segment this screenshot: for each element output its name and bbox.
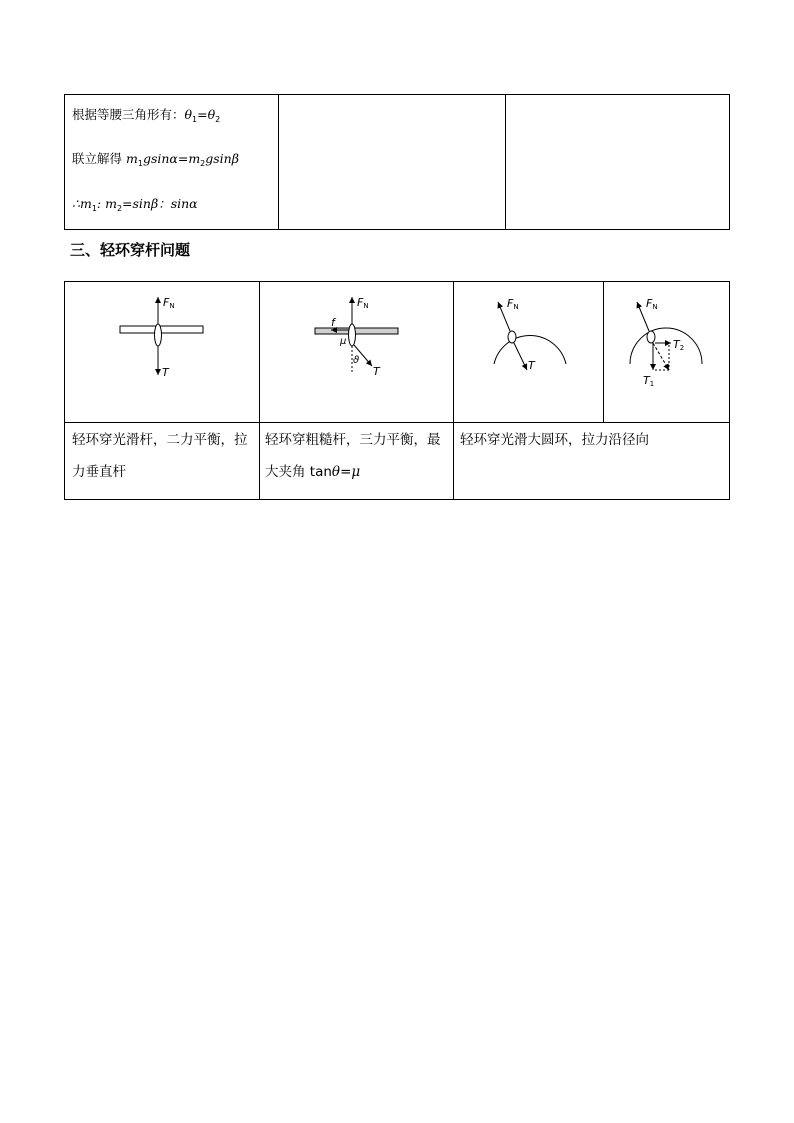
caption-rough-rod: 轻环穿粗糙杆，三力平衡，最 大夹角 tanθ=μ xyxy=(265,432,441,480)
derivation-table xyxy=(64,94,730,230)
fn-label: F xyxy=(357,296,364,309)
svg-text:FN: FN xyxy=(357,296,369,310)
fn-label: F xyxy=(507,297,514,310)
ring xyxy=(508,331,516,343)
large-ring-arc xyxy=(630,328,702,364)
rough-rod xyxy=(315,328,398,334)
row-divider xyxy=(65,422,729,423)
caption-smooth-rod: 轻环穿光滑杆，二力平衡，拉 力垂直杆 xyxy=(72,432,248,480)
svg-text:T2: T2 xyxy=(673,338,685,352)
tension-arrow xyxy=(514,343,527,370)
angle-label: ϑ xyxy=(353,355,360,366)
ring-rod-table xyxy=(64,281,730,500)
diagram-ring-decomposition xyxy=(630,297,702,388)
friction-label: f xyxy=(331,316,335,329)
derivation-line-1: 根据等腰三角形有：$\theta_1=\theta_2$ xyxy=(72,107,221,124)
diagram-large-ring xyxy=(494,297,566,372)
ring xyxy=(349,324,356,346)
fn-label: F xyxy=(646,297,653,310)
t2-label: T xyxy=(673,338,680,351)
ring xyxy=(647,331,655,343)
ring xyxy=(155,324,162,346)
t-label: T xyxy=(528,359,535,372)
fn-label: F xyxy=(163,296,170,309)
caption-large-ring: 轻环穿光滑大圆环，拉力沿径向 xyxy=(460,432,649,448)
svg-text:FN: FN xyxy=(646,297,658,311)
diagram-smooth-rod xyxy=(120,296,203,379)
derivation-line-2: 联立解得 $m_1gsin\alpha=m_2gsin\beta$ xyxy=(72,151,239,168)
resultant-tension-dashed xyxy=(653,343,669,370)
t-label: T xyxy=(373,365,380,378)
diagrams-svg xyxy=(65,282,731,422)
mu-label: μ xyxy=(340,336,347,347)
svg-text:FN: FN xyxy=(507,297,519,311)
svg-text:T1: T1 xyxy=(643,374,655,388)
section-title: 三、轻环穿杆问题 xyxy=(70,241,191,259)
empty-cell xyxy=(278,95,506,229)
t1-label: T xyxy=(643,374,650,387)
diagram-rough-rod xyxy=(315,296,398,378)
derivation-cell xyxy=(65,95,279,229)
svg-text:FN: FN xyxy=(163,296,175,310)
derivation-line-3: $\therefore m_1$: $m_2=\sin\beta$：sinα xyxy=(72,196,198,213)
t-label: T xyxy=(162,366,169,379)
